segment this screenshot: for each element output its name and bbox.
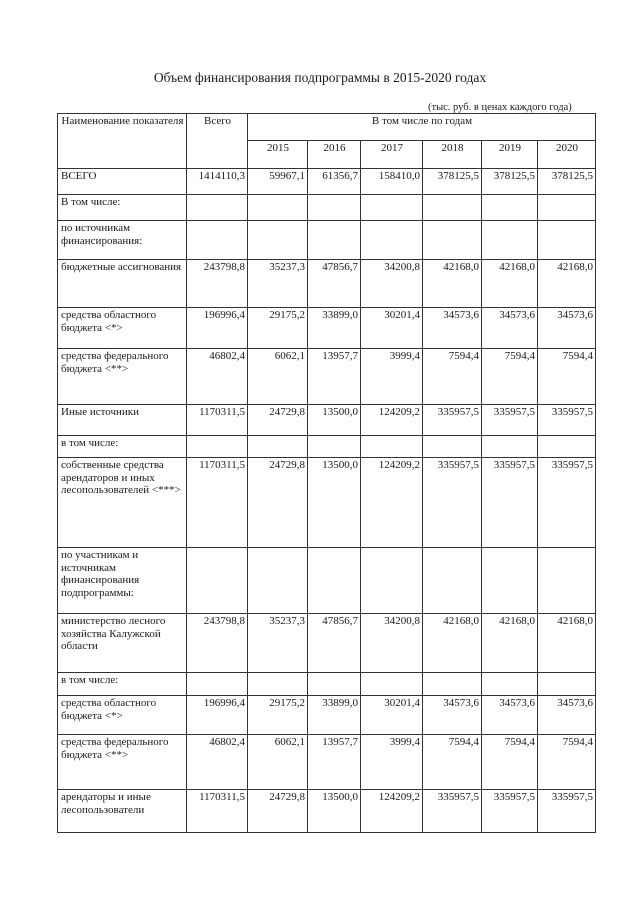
- header-total: Всего: [187, 114, 248, 169]
- year-value-cell: 24729,8: [248, 790, 308, 833]
- year-value-cell: 335957,5: [482, 405, 538, 436]
- table-row: [58, 548, 596, 614]
- table-row: [58, 458, 596, 548]
- header-row: [58, 114, 596, 141]
- table-row: [58, 696, 596, 735]
- year-value-cell: 7594,4: [538, 349, 596, 405]
- year-value-cell: 35237,3: [248, 260, 308, 308]
- table-row: [58, 614, 596, 673]
- row-label: средства федерального бюджета <**>: [58, 349, 187, 405]
- table-row: [58, 405, 596, 436]
- year-value-cell: 35237,3: [248, 614, 308, 673]
- total-cell: [187, 548, 248, 614]
- year-value-cell: 335957,5: [482, 458, 538, 548]
- total-cell: 1170311,5: [187, 405, 248, 436]
- year-value-cell: 124209,2: [361, 405, 423, 436]
- row-label: в том числе:: [58, 436, 187, 458]
- table-row: [58, 195, 596, 221]
- year-value-cell: [482, 548, 538, 614]
- year-value-cell: 33899,0: [308, 696, 361, 735]
- table-row: [58, 308, 596, 349]
- year-value-cell: 7594,4: [423, 735, 482, 790]
- total-cell: 1170311,5: [187, 790, 248, 833]
- year-value-cell: 30201,4: [361, 308, 423, 349]
- table-row: [58, 169, 596, 195]
- year-value-cell: 335957,5: [423, 790, 482, 833]
- year-value-cell: 6062,1: [248, 349, 308, 405]
- year-value-cell: [423, 221, 482, 260]
- year-value-cell: 6062,1: [248, 735, 308, 790]
- table-row: [58, 260, 596, 308]
- page-title: Объем финансирования подпрограммы в 2015-2020 годах: [153, 70, 487, 85]
- total-cell: 196996,4: [187, 308, 248, 349]
- table-row: [58, 673, 596, 696]
- year-value-cell: [361, 673, 423, 696]
- total-cell: 196996,4: [187, 696, 248, 735]
- year-value-cell: 47856,7: [308, 260, 361, 308]
- header-year: 2018: [423, 141, 482, 169]
- row-label: арендаторы и иные лесопользователи: [58, 790, 187, 833]
- financing-table: [57, 113, 596, 833]
- table-row: [58, 221, 596, 260]
- year-value-cell: 42168,0: [482, 614, 538, 673]
- row-label: бюджетные ассигнования: [58, 260, 187, 308]
- row-label: в том числе:: [58, 673, 187, 696]
- year-value-cell: 378125,5: [538, 169, 596, 195]
- year-value-cell: 13500,0: [308, 458, 361, 548]
- year-value-cell: [538, 436, 596, 458]
- year-value-cell: 124209,2: [361, 790, 423, 833]
- year-value-cell: 24729,8: [248, 405, 308, 436]
- year-value-cell: 42168,0: [423, 260, 482, 308]
- table-row: [58, 436, 596, 458]
- year-value-cell: 335957,5: [538, 405, 596, 436]
- total-cell: [187, 195, 248, 221]
- year-value-cell: 29175,2: [248, 696, 308, 735]
- year-value-cell: [248, 221, 308, 260]
- year-value-cell: 42168,0: [423, 614, 482, 673]
- year-value-cell: [248, 436, 308, 458]
- year-value-cell: 34200,8: [361, 614, 423, 673]
- year-value-cell: 335957,5: [538, 790, 596, 833]
- year-value-cell: 13957,7: [308, 349, 361, 405]
- year-value-cell: 7594,4: [482, 349, 538, 405]
- row-label: средства федерального бюджета <**>: [58, 735, 187, 790]
- year-value-cell: [482, 221, 538, 260]
- units-note: (тыс. руб. в ценах каждого года): [428, 102, 572, 113]
- year-value-cell: 335957,5: [423, 405, 482, 436]
- year-value-cell: [361, 548, 423, 614]
- year-value-cell: 13500,0: [308, 405, 361, 436]
- header-year: 2015: [248, 141, 308, 169]
- year-value-cell: 7594,4: [423, 349, 482, 405]
- total-cell: 46802,4: [187, 349, 248, 405]
- year-value-cell: [423, 548, 482, 614]
- year-value-cell: [308, 221, 361, 260]
- year-value-cell: 42168,0: [538, 260, 596, 308]
- header-year: 2016: [308, 141, 361, 169]
- year-value-cell: 158410,0: [361, 169, 423, 195]
- header-year: 2019: [482, 141, 538, 169]
- year-value-cell: 335957,5: [482, 790, 538, 833]
- year-value-cell: 34200,8: [361, 260, 423, 308]
- year-value-cell: 7594,4: [482, 735, 538, 790]
- header-year: 2017: [361, 141, 423, 169]
- year-value-cell: 61356,7: [308, 169, 361, 195]
- year-value-cell: [482, 673, 538, 696]
- year-value-cell: 33899,0: [308, 308, 361, 349]
- total-cell: 46802,4: [187, 735, 248, 790]
- row-label: по участникам и источникам финансирования подпрограммы:: [58, 548, 187, 614]
- year-value-cell: 335957,5: [423, 458, 482, 548]
- total-cell: 243798,8: [187, 260, 248, 308]
- row-label: собственные средства арендаторов и иных лесопользователей <***>: [58, 458, 187, 548]
- year-value-cell: 13957,7: [308, 735, 361, 790]
- header-name: Наименование показателя: [58, 114, 187, 169]
- year-value-cell: [538, 221, 596, 260]
- year-value-cell: 7594,4: [538, 735, 596, 790]
- year-value-cell: [308, 548, 361, 614]
- year-value-cell: 29175,2: [248, 308, 308, 349]
- year-value-cell: [423, 195, 482, 221]
- year-value-cell: 34573,6: [423, 308, 482, 349]
- year-value-cell: [361, 195, 423, 221]
- year-value-cell: 34573,6: [423, 696, 482, 735]
- row-label: по источникам финансирования:: [58, 221, 187, 260]
- total-cell: 1170311,5: [187, 458, 248, 548]
- table-row: [58, 735, 596, 790]
- row-label: ВСЕГО: [58, 169, 187, 195]
- year-value-cell: [308, 673, 361, 696]
- total-cell: 243798,8: [187, 614, 248, 673]
- year-value-cell: 3999,4: [361, 735, 423, 790]
- year-value-cell: [361, 436, 423, 458]
- year-value-cell: [361, 221, 423, 260]
- row-label: министерство лесного хозяйства Калужской области: [58, 614, 187, 673]
- year-value-cell: 42168,0: [482, 260, 538, 308]
- year-value-cell: 335957,5: [538, 458, 596, 548]
- header-year: 2020: [538, 141, 596, 169]
- year-value-cell: 59967,1: [248, 169, 308, 195]
- year-value-cell: [538, 548, 596, 614]
- year-value-cell: 34573,6: [482, 308, 538, 349]
- year-value-cell: 378125,5: [423, 169, 482, 195]
- total-cell: [187, 436, 248, 458]
- year-value-cell: [423, 673, 482, 696]
- year-value-cell: 34573,6: [482, 696, 538, 735]
- year-value-cell: 42168,0: [538, 614, 596, 673]
- year-value-cell: 30201,4: [361, 696, 423, 735]
- year-value-cell: [538, 195, 596, 221]
- year-value-cell: [248, 673, 308, 696]
- year-value-cell: [482, 436, 538, 458]
- year-value-cell: [308, 195, 361, 221]
- year-value-cell: 13500,0: [308, 790, 361, 833]
- total-cell: 1414110,3: [187, 169, 248, 195]
- table-row: [58, 349, 596, 405]
- year-value-cell: [423, 436, 482, 458]
- year-value-cell: [482, 195, 538, 221]
- year-value-cell: 124209,2: [361, 458, 423, 548]
- table-row: [58, 790, 596, 833]
- year-value-cell: [308, 436, 361, 458]
- row-label: Иные источники: [58, 405, 187, 436]
- year-value-cell: 34573,6: [538, 696, 596, 735]
- year-value-cell: 378125,5: [482, 169, 538, 195]
- year-value-cell: 34573,6: [538, 308, 596, 349]
- year-value-cell: [248, 195, 308, 221]
- total-cell: [187, 221, 248, 260]
- row-label: В том числе:: [58, 195, 187, 221]
- year-value-cell: 24729,8: [248, 458, 308, 548]
- year-value-cell: 3999,4: [361, 349, 423, 405]
- row-label: средства областного бюджета <*>: [58, 696, 187, 735]
- year-value-cell: [248, 548, 308, 614]
- header-by-years: В том числе по годам: [248, 114, 596, 141]
- row-label: средства областного бюджета <*>: [58, 308, 187, 349]
- year-value-cell: 47856,7: [308, 614, 361, 673]
- year-value-cell: [538, 673, 596, 696]
- total-cell: [187, 673, 248, 696]
